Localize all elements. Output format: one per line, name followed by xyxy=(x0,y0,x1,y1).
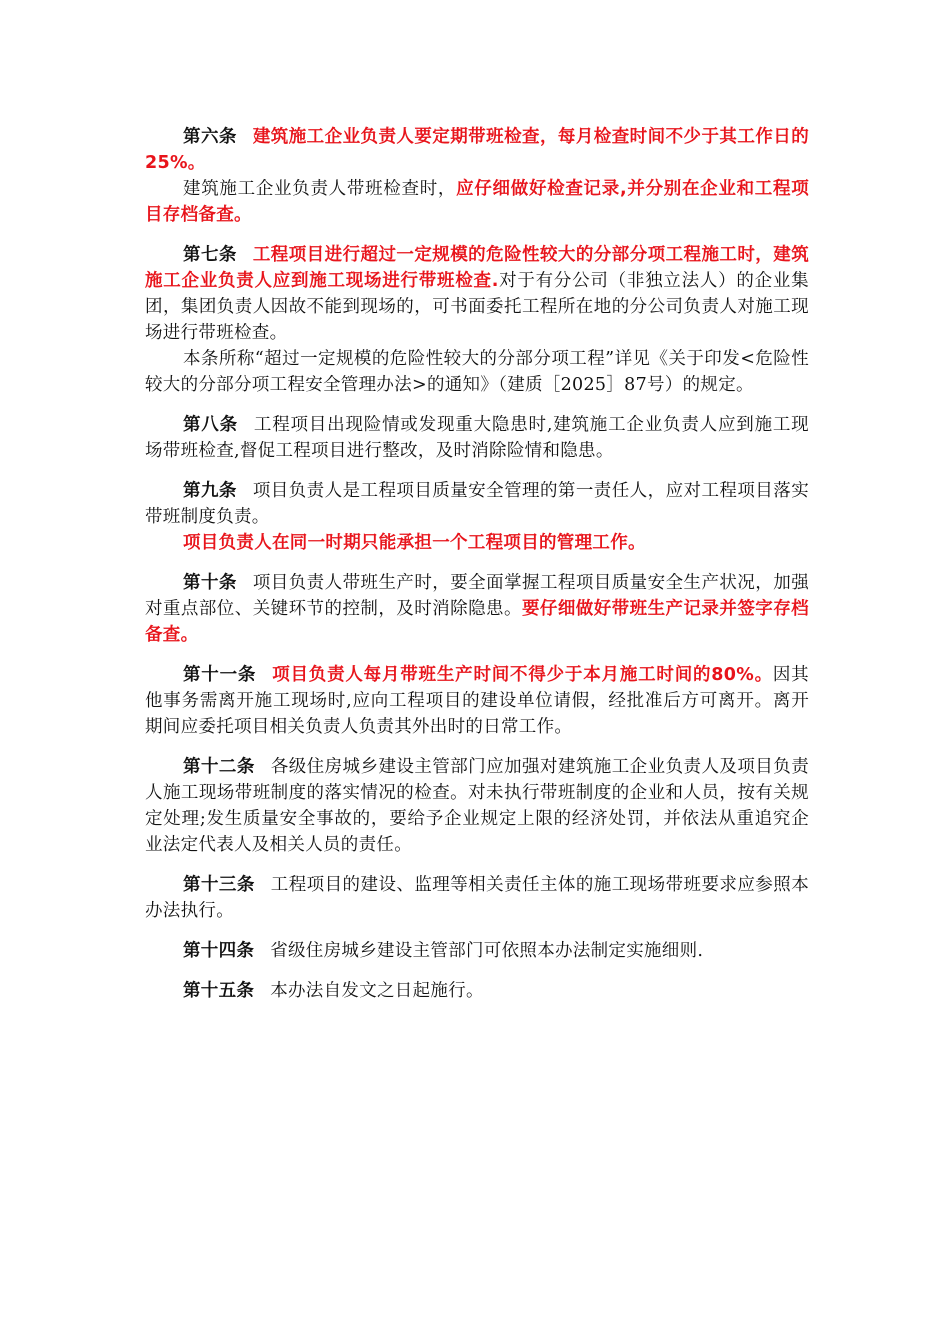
emphasized-text: 项目负责人在同一时期只能承担一个工程项目的管理工作。 xyxy=(183,533,646,553)
article-paragraph xyxy=(145,412,809,464)
body-text: 工程项目的建设、监理等相关责任主体的施工现场带班要求应参照本办法执行。 xyxy=(145,875,809,921)
body-text: 省级住房城乡建设主管部门可依照本办法制定实施细则. xyxy=(270,941,704,961)
emphasized-text: 工程项目进行超过一定规模的危险性较大的分部分项工程施工时，建筑施工企业负责人应到施工现场进行带班检查. xyxy=(145,245,809,291)
article-sub-paragraph xyxy=(145,530,809,556)
body-text: 对于有分公司（非独立法人）的企业集团，集团负责人因故不能到现场的，可书面委托工程所在地的分公司负责人对施工现场进行带班检查。 xyxy=(145,271,809,343)
article-label: 第八条 xyxy=(183,415,238,435)
article-paragraph xyxy=(145,570,809,648)
emphasized-text: 应仔细做好检查记录,并分别在企业和工程项目存档备查。 xyxy=(145,179,809,225)
article-label: 第七条 xyxy=(183,245,237,265)
emphasized-text: 项目负责人每月带班生产时间不得少于本月施工时间的80%。 xyxy=(272,665,773,685)
emphasized-text: 建筑施工企业负责人要定期带班检查，每月检查时间不少于其工作日的25%。 xyxy=(145,127,809,173)
article-label: 第十一条 xyxy=(183,665,257,685)
article-label: 第十条 xyxy=(183,573,237,593)
article-paragraph xyxy=(145,938,809,964)
document-page xyxy=(145,124,809,1004)
body-text: 工程项目出现险情或发现重大隐患时,建筑施工企业负责人应到施工现场带班检查,督促工程项目进行整改，及时消除险情和隐患。 xyxy=(145,415,809,461)
body-text: 各级住房城乡建设主管部门应加强对建筑施工企业负责人及项目负责人施工现场带班制度的落实情况的检查。对未执行带班制度的企业和人员，按有关规定处理;发生质量安全事故的，要给予企业规定上限的经济处罚，并依法从重追究企业法定代表人及相关人员的责任。 xyxy=(145,757,809,855)
article-label: 第六条 xyxy=(183,127,237,147)
article-label: 第十三条 xyxy=(183,875,255,895)
body-text: 本办法自发文之日起施行。 xyxy=(270,981,484,1001)
body-text: 本条所称“超过一定规模的危险性较大的分部分项工程”详见《关于印发<危险性较大的分部分项工程安全管理办法>的通知》（建质［2025］87号）的规定。 xyxy=(145,349,809,395)
article-paragraph xyxy=(145,978,809,1004)
body-text: 建筑施工企业负责人带班检查时， xyxy=(183,179,457,199)
article-paragraph xyxy=(145,478,809,530)
article-paragraph xyxy=(145,662,809,740)
article-label: 第九条 xyxy=(183,481,237,501)
article-paragraph xyxy=(145,872,809,924)
body-text: 因其他事务需离开施工现场时,应向工程项目的建设单位请假，经批准后方可离开。离开期间应委托项目相关负责人负责其外出时的日常工作。 xyxy=(145,665,809,737)
article-label: 第十二条 xyxy=(183,757,255,777)
article-paragraph xyxy=(145,242,809,346)
article-paragraph xyxy=(145,124,809,176)
article-label: 第十四条 xyxy=(183,941,255,961)
body-text: 项目负责人带班生产时，要全面掌握工程项目质量安全生产状况，加强对重点部位、关键环节的控制，及时消除隐患。 xyxy=(145,573,809,619)
article-sub-paragraph xyxy=(145,346,809,398)
article-sub-paragraph xyxy=(145,176,809,228)
emphasized-text: 要仔细做好带班生产记录并签字存档备查。 xyxy=(145,599,809,645)
article-label: 第十五条 xyxy=(183,981,255,1001)
article-paragraph xyxy=(145,754,809,858)
body-text: 项目负责人是工程项目质量安全管理的第一责任人，应对工程项目落实带班制度负责。 xyxy=(145,481,809,527)
